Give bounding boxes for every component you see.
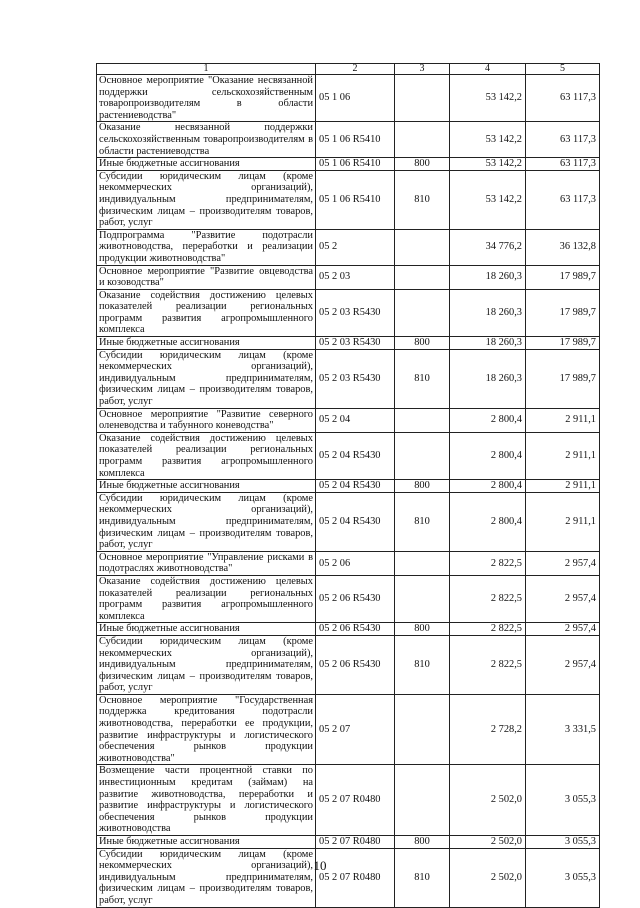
row-amount-2: 36 132,8 xyxy=(526,229,600,265)
row-amount-2: 63 117,3 xyxy=(526,122,600,158)
row-name: Субсидии юридическим лицам (кроме некоммерческих организаций), индивидуальным предпринимателям, физическим лицам – производителям товаров, работ, услуг xyxy=(97,492,316,551)
row-code: 05 1 06 R5410 xyxy=(316,122,395,158)
header-cell-2: 2 xyxy=(316,64,395,75)
row-code: 05 1 06 xyxy=(316,75,395,122)
row-amount-2: 63 117,3 xyxy=(526,170,600,229)
row-name: Субсидии юридическим лицам (кроме некоммерческих организаций), индивидуальным предпринимателям, физическим лицам – производителям товаров, работ, услуг xyxy=(97,635,316,694)
row-amount-1: 2 502,0 xyxy=(450,836,526,849)
row-name: Основное мероприятие "Государственная поддержка кредитования подотрасли животноводства, переработки ее продукции, развитие инфраструктуры и логистического обеспечения рынков продукции животноводства" xyxy=(97,694,316,765)
row-amount-2: 2 911,1 xyxy=(526,492,600,551)
row-code: 05 2 03 R5430 xyxy=(316,289,395,336)
row-expense-type xyxy=(395,229,450,265)
row-amount-1: 53 142,2 xyxy=(450,75,526,122)
table-row xyxy=(97,765,600,836)
row-code: 05 2 03 R5430 xyxy=(316,337,395,350)
row-amount-2: 2 911,1 xyxy=(526,408,600,432)
row-expense-type: 800 xyxy=(395,480,450,493)
row-amount-2: 2 957,4 xyxy=(526,551,600,575)
row-amount-1: 2 800,4 xyxy=(450,408,526,432)
row-name: Субсидии юридическим лицам (кроме некоммерческих организаций), индивидуальным предпринимателям, физическим лицам – производителям товаров, работ, услуг xyxy=(97,848,316,907)
row-name: Иные бюджетные ассигнования xyxy=(97,480,316,493)
row-amount-1: 34 776,2 xyxy=(450,229,526,265)
table-row xyxy=(97,408,600,432)
row-amount-2: 3 055,3 xyxy=(526,848,600,907)
table-row xyxy=(97,623,600,636)
table-row xyxy=(97,75,600,122)
row-code: 05 2 04 xyxy=(316,408,395,432)
row-name: Оказание содействия достижению целевых показателей реализации региональных программ развития агропромышленного комплекса xyxy=(97,289,316,336)
table-row xyxy=(97,492,600,551)
header-cell-4: 4 xyxy=(450,64,526,75)
row-expense-type: 810 xyxy=(395,170,450,229)
row-amount-2: 3 055,3 xyxy=(526,836,600,849)
row-amount-2: 2 911,1 xyxy=(526,432,600,479)
row-amount-2: 17 989,7 xyxy=(526,349,600,408)
row-code: 05 2 03 R5430 xyxy=(316,349,395,408)
row-amount-1: 2 822,5 xyxy=(450,575,526,622)
row-amount-1: 53 142,2 xyxy=(450,170,526,229)
row-expense-type xyxy=(395,432,450,479)
header-cell-3: 3 xyxy=(395,64,450,75)
row-name: Субсидии юридическим лицам (кроме некоммерческих организаций), индивидуальным предпринимателям, физическим лицам – производителям товаров, работ, услуг xyxy=(97,170,316,229)
row-expense-type: 810 xyxy=(395,848,450,907)
row-amount-1: 2 822,5 xyxy=(450,551,526,575)
table-row xyxy=(97,432,600,479)
row-code: 05 2 07 R0480 xyxy=(316,765,395,836)
row-amount-2: 2 957,4 xyxy=(526,623,600,636)
row-name: Иные бюджетные ассигнования xyxy=(97,623,316,636)
row-name: Иные бюджетные ассигнования xyxy=(97,158,316,171)
row-amount-1: 2 800,4 xyxy=(450,432,526,479)
row-code: 05 2 07 R0480 xyxy=(316,836,395,849)
row-expense-type xyxy=(395,122,450,158)
row-amount-2: 17 989,7 xyxy=(526,289,600,336)
row-name: Основное мероприятие "Развитие северного оленеводства и табунного коневодства" xyxy=(97,408,316,432)
row-name: Основное мероприятие "Управление рисками в подотраслях животноводства" xyxy=(97,551,316,575)
row-amount-2: 17 989,7 xyxy=(526,265,600,289)
page-number: 10 xyxy=(313,858,327,873)
row-name: Оказание содействия достижению целевых показателей реализации региональных программ развития агропромышленного комплекса xyxy=(97,575,316,622)
row-amount-1: 18 260,3 xyxy=(450,349,526,408)
table-row xyxy=(97,848,600,907)
table-row xyxy=(97,229,600,265)
row-code: 05 2 07 xyxy=(316,694,395,765)
table-row xyxy=(97,170,600,229)
row-amount-2: 63 117,3 xyxy=(526,75,600,122)
row-amount-1: 2 502,0 xyxy=(450,848,526,907)
row-amount-2: 3 055,3 xyxy=(526,765,600,836)
row-amount-1: 18 260,3 xyxy=(450,337,526,350)
table-row xyxy=(97,480,600,493)
row-amount-1: 18 260,3 xyxy=(450,265,526,289)
row-expense-type xyxy=(395,575,450,622)
row-code: 05 2 03 xyxy=(316,265,395,289)
table-row xyxy=(97,289,600,336)
table-row xyxy=(97,635,600,694)
row-name: Возмещение части процентной ставки по инвестиционным кредитам (займам) на развитие животноводства, переработки и развитие инфраструктуры и логистического обеспечения рынков продукции животноводства xyxy=(97,765,316,836)
row-code: 05 2 06 R5430 xyxy=(316,575,395,622)
row-expense-type xyxy=(395,289,450,336)
row-expense-type: 800 xyxy=(395,836,450,849)
budget-table-body xyxy=(97,64,600,908)
table-row xyxy=(97,122,600,158)
budget-table xyxy=(96,63,600,908)
row-name: Оказание несвязанной поддержки сельскохозяйственным товаропроизводителям в области растениеводства xyxy=(97,122,316,158)
row-name: Оказание содействия достижению целевых показателей реализации региональных программ развития агропромышленного комплекса xyxy=(97,432,316,479)
row-expense-type: 810 xyxy=(395,349,450,408)
row-expense-type: 800 xyxy=(395,623,450,636)
row-amount-2: 3 331,5 xyxy=(526,694,600,765)
table-row xyxy=(97,349,600,408)
row-amount-1: 2 822,5 xyxy=(450,623,526,636)
table-header-row xyxy=(97,64,600,75)
row-name: Основное мероприятие "Оказание несвязанной поддержки сельскохозяйственным товаропроизводителям в области растениеводства" xyxy=(97,75,316,122)
row-expense-type xyxy=(395,265,450,289)
table-row xyxy=(97,158,600,171)
row-amount-2: 2 957,4 xyxy=(526,575,600,622)
row-name: Иные бюджетные ассигнования xyxy=(97,836,316,849)
row-expense-type xyxy=(395,551,450,575)
row-code: 05 1 06 R5410 xyxy=(316,170,395,229)
table-row xyxy=(97,836,600,849)
header-cell-5: 5 xyxy=(526,64,600,75)
row-amount-2: 2 957,4 xyxy=(526,635,600,694)
row-amount-1: 53 142,2 xyxy=(450,158,526,171)
row-expense-type: 810 xyxy=(395,492,450,551)
row-amount-1: 2 728,2 xyxy=(450,694,526,765)
row-expense-type xyxy=(395,75,450,122)
row-code: 05 2 06 R5430 xyxy=(316,635,395,694)
row-amount-1: 18 260,3 xyxy=(450,289,526,336)
row-code: 05 2 06 R5430 xyxy=(316,623,395,636)
row-amount-2: 17 989,7 xyxy=(526,337,600,350)
row-amount-1: 2 800,4 xyxy=(450,480,526,493)
row-code: 05 2 04 R5430 xyxy=(316,480,395,493)
row-code: 05 2 04 R5430 xyxy=(316,492,395,551)
row-expense-type xyxy=(395,765,450,836)
row-code: 05 2 04 R5430 xyxy=(316,432,395,479)
table-row xyxy=(97,575,600,622)
row-code: 05 1 06 R5410 xyxy=(316,158,395,171)
row-name: Основное мероприятие "Развитие овцеводства и козоводства" xyxy=(97,265,316,289)
row-amount-1: 53 142,2 xyxy=(450,122,526,158)
row-expense-type xyxy=(395,408,450,432)
header-cell-1: 1 xyxy=(97,64,316,75)
row-expense-type: 800 xyxy=(395,158,450,171)
table-row xyxy=(97,551,600,575)
row-amount-1: 2 800,4 xyxy=(450,492,526,551)
row-name: Субсидии юридическим лицам (кроме некоммерческих организаций), индивидуальным предпринимателям, физическим лицам – производителям товаров, работ, услуг xyxy=(97,349,316,408)
row-code: 05 2 06 xyxy=(316,551,395,575)
row-amount-1: 2 822,5 xyxy=(450,635,526,694)
row-name: Иные бюджетные ассигнования xyxy=(97,337,316,350)
table-row xyxy=(97,265,600,289)
table-row xyxy=(97,337,600,350)
row-amount-2: 63 117,3 xyxy=(526,158,600,171)
row-expense-type xyxy=(395,694,450,765)
row-name: Подпрограмма "Развитие подотрасли животноводства, переработки и реализации продукции животноводства" xyxy=(97,229,316,265)
row-expense-type: 810 xyxy=(395,635,450,694)
row-amount-1: 2 502,0 xyxy=(450,765,526,836)
row-amount-2: 2 911,1 xyxy=(526,480,600,493)
table-row xyxy=(97,694,600,765)
row-code: 05 2 xyxy=(316,229,395,265)
row-expense-type: 800 xyxy=(395,337,450,350)
row-code: 05 2 07 R0480 xyxy=(316,848,395,907)
